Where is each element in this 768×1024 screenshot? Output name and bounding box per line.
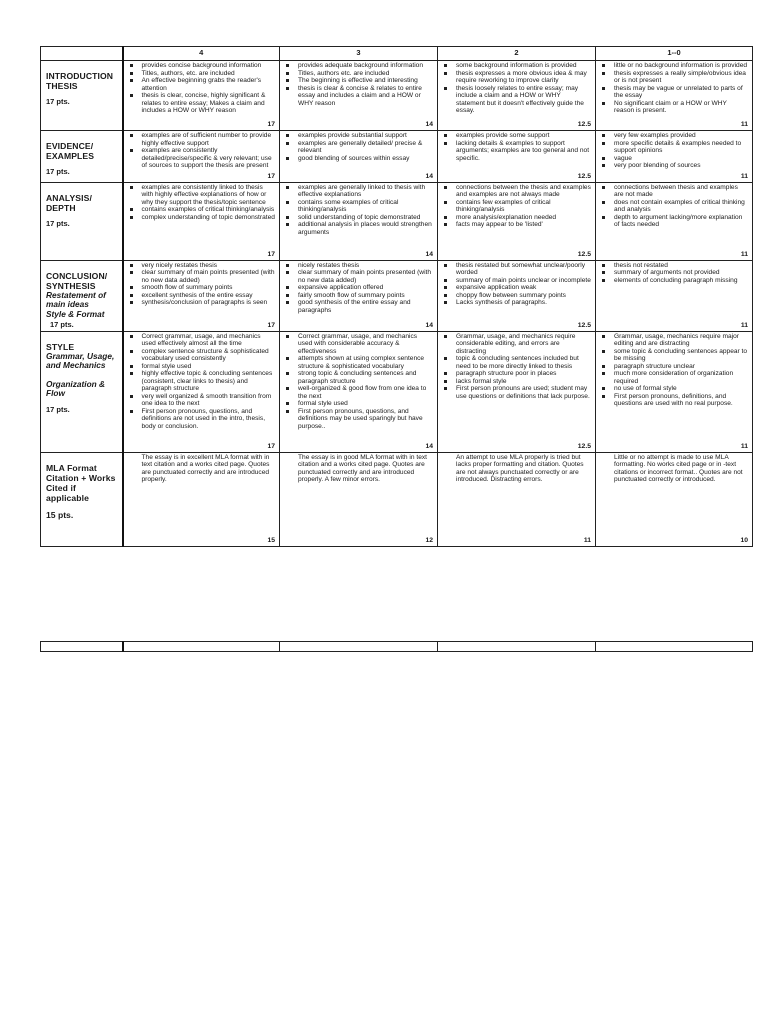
score-value: 17 [267,250,275,258]
rubric-cell-level-1-0 [596,182,753,260]
rubric-cell-level-3 [280,331,438,452]
criteria-item: lacks formal style [442,378,591,386]
criteria-item: Correct grammar, usage, and mechanics used effectively almost all the time [128,333,276,348]
criterion-subtitle: Organization & Flow [46,378,106,398]
criteria-item: thesis restated but somewhat unclear/poorly worded [442,262,591,277]
criterion-label [41,131,122,177]
rubric-cell-level-1-0 [596,61,753,131]
criterion-points: 17 pts. [46,167,70,176]
rubric-cell-level-1-0 [596,452,753,546]
criteria-item: more analysis/explanation needed [442,214,591,222]
criteria-item: contains some examples of critical thinking/analysis [284,199,433,214]
criteria-text: The essay is in excellent MLA format with in text citation and a works cited page. Quotes are punctuated correctly and are introduced properly. [141,453,270,483]
rubric-cell-level-4 [123,182,280,260]
score-value: 12.5 [577,442,591,450]
header-level-4: 4 [123,47,280,61]
criteria-list [596,61,752,127]
empty-strip-row [40,641,753,652]
rubric-row-intro [41,61,753,131]
criteria-item: examples are generally detailed/ precise & relevant [284,140,433,155]
rubric-cell-level-2 [438,452,596,546]
criteria-item: examples are of sufficient number to provide highly effective support [128,132,276,147]
criteria-item: elements of concluding paragraph missing [600,277,748,285]
criteria-item: First person pronouns are used; student may use questions or definitions that lack purpose. [442,385,591,400]
rubric-cell-level-4 [123,61,280,131]
criteria-item: thesis loosely relates to entire essay; may include a claim and a HOW or WHY statement but it doesn't effectively guide the essay. [442,85,591,115]
rubric-cell-level-4 [123,131,280,183]
criteria-item: vague [600,155,748,163]
empty-strip-cell [438,642,596,652]
rubric-row-style [41,331,753,452]
header-level-3: 3 [280,47,438,61]
criterion-subtitle: Style & Format [46,308,105,319]
criteria-text: An attempt to use MLA properly is tried but lacks proper formatting and citation. Quotes are not always punctuated correctly or are introduced. Distracting errors. [456,453,584,483]
rubric-cell-level-2 [438,182,596,260]
criteria-item: examples provide some support [442,132,591,140]
rubric-table [40,46,753,547]
criteria-item: topic & concluding sentences included but need to be more directly linked to thesis [442,355,591,370]
criteria-item: some topic & concluding sentences appear to be missing [600,348,748,363]
score-value: 12 [425,536,433,544]
criteria-list [438,332,595,413]
header-level-2: 2 [438,47,596,61]
criteria-item: solid understanding of topic demonstrated [284,214,433,222]
criteria-item: summary of arguments not provided [600,269,748,277]
criteria-item: does not contain examples of critical thinking and analysis [600,199,748,214]
criteria-list [280,332,437,443]
criteria-item: Lacks synthesis of paragraphs. [442,299,591,307]
criteria-item: Titles, authors etc. are included [284,70,433,78]
criteria-item: formal style used [128,363,276,371]
criteria-item: An effective beginning grabs the reader's attention [128,77,276,92]
score-value: 14 [425,250,433,258]
criteria-list [124,131,280,182]
criteria-item: Titles, authors, etc. are included [128,70,276,78]
criteria-item: examples are generally linked to thesis with effective explanations [284,184,433,199]
criteria-item: formal style used [284,400,433,408]
criteria-item: thesis may be vague or unrelated to parts of the essay [600,85,748,100]
criteria-item: First person pronouns, questions, and definitions may be used sparingly but have purpose.. [284,408,433,431]
criteria-item: nicely restates thesis [284,262,433,270]
rubric-cell-level-3 [280,131,438,183]
criterion-label [41,183,122,229]
score-value: 17 [267,321,275,329]
score-value: 10 [740,536,748,544]
criteria-item: choppy flow between summary points [442,292,591,300]
criteria-item: lacking details & examples to support arguments; examples are too general and not specific. [442,140,591,163]
criterion-label [41,61,122,107]
criteria-list [280,183,437,249]
rubric-row-evid [41,131,753,183]
criterion-cell [41,260,123,331]
criteria-item: facts may appear to be 'listed' [442,221,591,229]
criterion-cell [41,452,123,546]
criterion-name: EVIDENCE/ EXAMPLES [46,141,95,161]
criteria-list [596,131,752,182]
score-value: 14 [425,321,433,329]
criteria-item: thesis expresses a more obvious idea & may require reworking to improve clarity [442,70,591,85]
criteria-item: provides adequate background information [284,62,433,70]
criteria-item: examples are consistently detailed/precise/specific & very relevant; use of sources to support the thesis are present [128,147,276,170]
rubric-cell-level-1-0 [596,331,753,452]
rubric-cell-level-2 [438,260,596,331]
header-blank [41,47,123,61]
criteria-item: more specific details & examples needed to support opinions [600,140,748,155]
score-value: 17 [267,121,275,128]
empty-strip-cell [280,642,438,652]
criteria-item: No significant claim or a HOW or WHY reason is present. [600,100,748,115]
criteria-list [438,261,595,319]
rubric-row-anal [41,182,753,260]
criteria-item: synthesis/conclusion of paragraphs is seen [128,299,276,307]
criteria-item: good blending of sources within essay [284,155,433,163]
criteria-list [280,61,437,119]
criteria-item: summary of main points unclear or incomplete [442,277,591,285]
criteria-item: well-organized & good flow from one idea to the next [284,385,433,400]
rubric-cell-level-4 [123,260,280,331]
criterion-name: STYLE [46,341,75,352]
criteria-item: smooth flow of summary points [128,284,276,292]
score-value: 12.5 [577,321,591,329]
criteria-item: excellent synthesis of the entire essay [128,292,276,300]
criteria-text: Little or no attempt is made to use MLA formatting. No works cited page or in -text citations or incorrect format.. Quotes are not punctuated correctly or introduced. [614,453,743,483]
criteria-list [280,131,437,174]
rubric-row-mla [41,452,753,546]
score-value: 17 [267,442,275,450]
criteria-item: fairly smooth flow of summary points [284,292,433,300]
empty-strip-cell [41,642,123,652]
score-value: 12.5 [577,250,591,258]
criterion-points: 17 pts. [46,404,70,414]
criteria-list [280,261,437,327]
criterion-label [41,453,122,520]
criteria-item: thesis expresses a really simple/obvious idea or is not present [600,70,748,85]
criterion-name: CONCLUSION/ SYNTHESIS [46,270,108,291]
header-level-1-0: 1--0 [596,47,753,61]
criteria-item: thesis is clear & concise & relates to entire essay and includes a claim and a HOW or WHY reason [284,85,433,108]
criteria-item: very few examples provided [600,132,748,140]
criteria-item: good synthesis of the entire essay and paragraphs [284,299,433,314]
criteria-item: contains few examples of critical thinking/analysis [442,199,591,214]
rubric-cell-level-3 [280,61,438,131]
header-row [41,47,753,61]
rubric-cell-level-2 [438,131,596,183]
score-value: 11 [740,250,748,258]
criteria-item: complex understanding of topic demonstrated [128,214,276,222]
criteria-item: paragraph structure poor in places [442,370,591,378]
score-value: 11 [740,321,748,329]
score-value: 11 [583,536,591,544]
criteria-item: connections between the thesis and examples and examples are not always made [442,184,591,199]
criteria-item: complex sentence structure & sophisticated vocabulary used consistently [128,348,276,363]
criteria-item: expansive application offered [284,284,433,292]
criteria-list [438,61,595,127]
score-value: 15 [267,536,275,544]
criteria-list [124,261,280,319]
criterion-points: 15 pts. [46,509,74,520]
rubric-row-conc [41,260,753,331]
rubric-cell-level-3 [280,182,438,260]
criteria-item: The beginning is effective and interesting [284,77,433,85]
criteria-item: Correct grammar, usage, and mechanics used with considerable accuracy & effectiveness [284,333,433,356]
criterion-points: 17 pts. [50,320,74,329]
criteria-item: much more consideration of organization required [600,370,748,385]
score-value: 14 [425,172,433,180]
criteria-item: provides concise background information [128,62,276,70]
score-value: 11 [740,442,748,450]
score-value: 17 [267,172,275,180]
criteria-item: contains examples of critical thinking/analysis [128,206,276,214]
criteria-item: little or no background information is provided [600,62,748,70]
criteria-list [438,131,595,174]
criteria-list [596,261,752,297]
score-value: 11 [740,172,748,180]
criterion-subtitle: Grammar, Usage, and Mechanics [46,350,115,370]
criteria-item: thesis is clear, concise, highly significant & relates to entire essay; Makes a claim and includes a HOW or WHY reason [128,92,276,115]
criteria-item: very poor blending of sources [600,162,748,170]
criteria-item: attempts shown at using complex sentence structure & sophisticated vocabulary [284,355,433,370]
criterion-name: MLA Format Citation + Works Cited if applicable [46,462,116,503]
criteria-item: highly effective topic & concluding sentences (consistent, clear links to thesis) and paragraph structure [128,370,276,393]
rubric-cell-level-1-0 [596,131,753,183]
rubric-cell-level-3 [280,452,438,546]
score-value: 14 [425,442,433,450]
criteria-list [124,332,280,443]
criteria-item: very well organized & smooth transition from one idea to the next [128,393,276,408]
criterion-cell [41,331,123,452]
score-value: 12.5 [577,121,591,128]
criteria-item: clear summary of main points presented (with no new data added) [128,269,276,284]
empty-strip-cell [596,642,753,652]
criterion-points: 17 pts. [46,218,70,228]
rubric-cell-level-1-0 [596,260,753,331]
criteria-item: paragraph structure unclear [600,363,748,371]
criterion-label [41,332,122,415]
criteria-item: examples provide substantial support [284,132,433,140]
criterion-cell [41,61,123,131]
criteria-list [124,183,280,234]
rubric-cell-level-3 [280,260,438,331]
criteria-list [596,332,752,420]
criteria-item: no use of formal style [600,385,748,393]
empty-strip-cell [123,642,280,652]
criteria-item: clear summary of main points presented (with no new data added) [284,269,433,284]
criteria-item: Grammar, usage, mechanics require major editing and are distracting [600,333,748,348]
criteria-item: First person pronouns, definitions, and questions are used with no real purpose. [600,393,748,408]
criteria-list [438,183,595,241]
rubric-cell-level-2 [438,61,596,131]
criteria-list [596,183,752,241]
criteria-item: thesis not restated [600,262,748,270]
criterion-name: INTRODUCTION THESIS [46,71,114,91]
rubric-cell-level-4 [123,331,280,452]
criteria-list [124,61,280,127]
score-value: 11 [740,121,748,128]
criteria-item: depth to argument lacking/more explanation of facts needed [600,214,748,229]
criteria-item: some background information is provided [442,62,591,70]
criteria-item: connections between thesis and examples are not made [600,184,748,199]
criteria-text: The essay is in good MLA format with in text citation and a works cited page. Quotes are punctuated correctly and are introduced properly. A few minor errors. [298,453,428,483]
rubric-cell-level-4 [123,452,280,546]
criteria-item: additional analysis in places would strengthen arguments [284,221,433,236]
criterion-points: 17 pts. [46,97,70,106]
criterion-subtitle: Restatement of main ideas [46,289,106,309]
criterion-name: ANALYSIS/ DEPTH [46,192,92,213]
score-value: 12.5 [577,172,591,180]
criteria-item: Grammar, usage, and mechanics require considerable editing, and errors are distracting [442,333,591,356]
criteria-item: expansive application weak [442,284,591,292]
rubric-cell-level-2 [438,331,596,452]
criterion-cell [41,131,123,183]
criteria-item: very nicely restates thesis [128,262,276,270]
criteria-item: examples are consistently linked to thesis with highly effective explanations of how or why they support the thesis/topic sentence [128,184,276,207]
criteria-item: First person pronouns, questions, and definitions are not used in the intro, thesis, body or conclusion. [128,408,276,431]
score-value: 14 [425,121,433,128]
criterion-cell [41,182,123,260]
criteria-item: strong topic & concluding sentences and paragraph structure [284,370,433,385]
criterion-label [41,261,122,331]
